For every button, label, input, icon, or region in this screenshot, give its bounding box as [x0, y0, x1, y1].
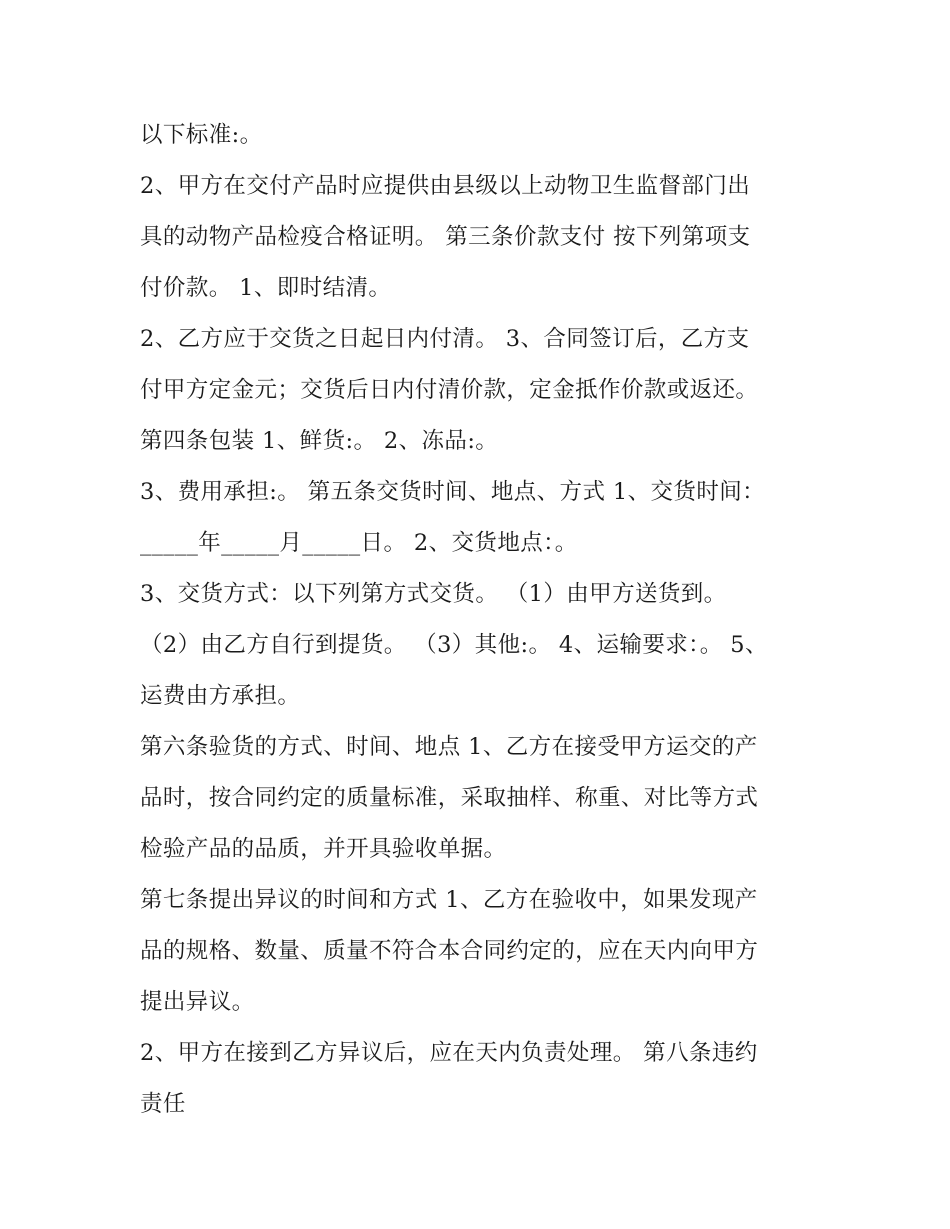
paragraph-2 — [140, 161, 820, 314]
text-line: 3、费用承担:。 第五条交货时间、地点、方式 1、交货时间： — [140, 479, 766, 505]
text-line: 3、交货方式：以下列第方式交货。 （1）由甲方送货到。 — [140, 581, 727, 607]
text-line: 具的动物产品检疫合格证明。 第三条价款支付 按下列第项支 — [140, 224, 751, 250]
document-body — [140, 110, 820, 1130]
paragraph-6 — [140, 722, 820, 875]
text-line: 品的规格、数量、质量不符合本合同约定的，应在天内向甲方 — [140, 938, 759, 964]
paragraph-4 — [140, 467, 820, 569]
paragraph-7 — [140, 875, 820, 1028]
text-line: 运费由方承担。 — [140, 683, 301, 709]
text-line: 付甲方定金元；交货后日内付清价款，定金抵作价款或返还。 — [140, 377, 759, 403]
text-line: 提出异议。 — [140, 989, 255, 1015]
text-line: _____年_____月_____日。 2、交货地点：。 — [140, 530, 578, 556]
paragraph-3 — [140, 314, 820, 467]
text-line: 付价款。 1、即时结清。 — [140, 275, 392, 301]
text-line: 以下标准:。 — [140, 122, 263, 148]
paragraph-1 — [140, 110, 820, 161]
text-line: 第六条验货的方式、时间、地点 1、乙方在接受甲方运交的产 — [140, 734, 758, 760]
text-line: 2、甲方在接到乙方异议后，应在天内负责处理。 第八条违约 — [140, 1040, 758, 1066]
paragraph-5 — [140, 569, 820, 722]
text-line: 责任 — [140, 1091, 186, 1117]
text-line: 2、甲方在交付产品时应提供由县级以上动物卫生监督部门出 — [140, 173, 751, 199]
text-line: 检验产品的品质，并开具验收单据。 — [140, 836, 507, 862]
text-line: （2）由乙方自行到提货。 （3）其他:。 4、运输要求：。 5、 — [140, 632, 768, 658]
text-line: 第四条包装 1、鲜货:。 2、冻品:。 — [140, 428, 499, 454]
paragraph-8 — [140, 1028, 820, 1130]
text-line: 品时，按合同约定的质量标准，采取抽样、称重、对比等方式 — [140, 785, 759, 811]
text-line: 2、乙方应于交货之日起日内付清。 3、合同签订后，乙方支 — [140, 326, 750, 352]
text-line: 第七条提出异议的时间和方式 1、乙方在验收中，如果发现产 — [140, 887, 758, 913]
